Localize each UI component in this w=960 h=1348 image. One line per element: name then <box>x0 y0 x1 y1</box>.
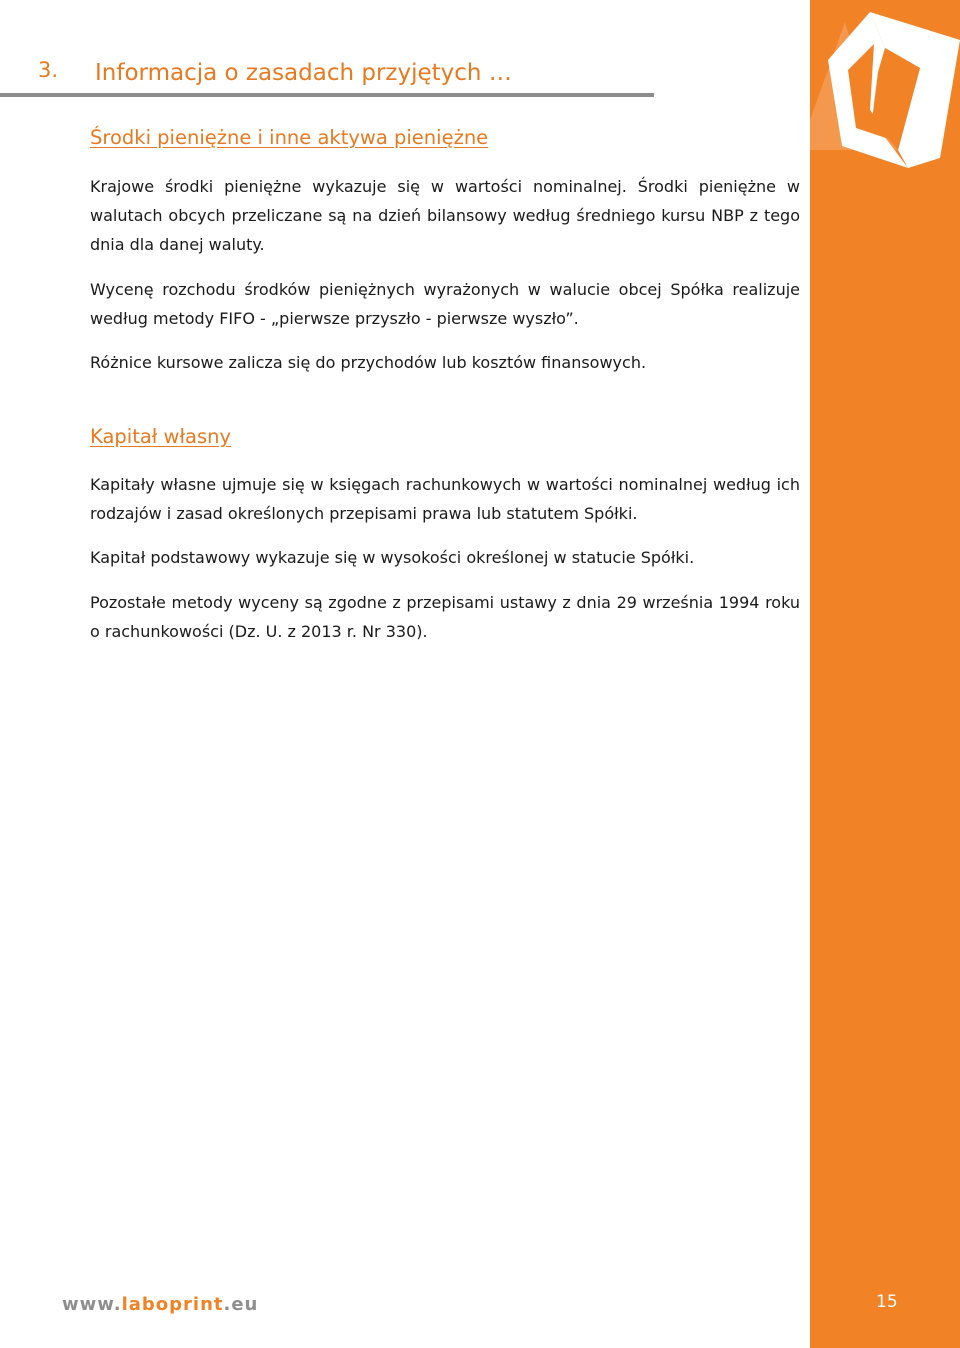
footer-url-suffix: .eu <box>223 1294 259 1315</box>
footer-url-brand: laboprint <box>121 1294 224 1315</box>
orange-sidebar <box>810 0 960 1348</box>
laboprint-logo-icon <box>810 0 960 170</box>
paragraph-equity: Kapitały własne ujmuje się w księgach rachunkowych w wartości nominalnej według ich rodzajów i zasad określonych przepisami prawa lub statutem Spółki. <box>90 475 800 523</box>
paragraph-fifo: Wycenę rozchodu środków pieniężnych wyrażonych w walucie obcej Spółka realizuje według metody FIFO - „pierwsze przyszło - pierwsze wyszło”. <box>90 280 800 328</box>
paragraph-share-capital: Kapitał podstawowy wykazuje się w wysokości określonej w statucie Spółki. <box>90 548 695 567</box>
page-number: 15 <box>876 1292 898 1312</box>
footer-website <box>62 1294 258 1315</box>
paragraph-cash-valuation: Krajowe środki pieniężne wykazuje się w wartości nominalnej. Środki pieniężne w walutach obcych przeliczane są na dzień bilansowy według średniego kursu NBP z tego dnia dla danej waluty. <box>90 177 800 254</box>
section-heading-equity: Kapitał własny <box>90 425 232 448</box>
chapter-number: 3. <box>38 58 59 82</box>
title-divider <box>0 93 654 97</box>
section-heading-cash: Środki pieniężne i inne aktywa pieniężne <box>90 126 489 149</box>
paragraph-other-methods: Pozostałe metody wyceny są zgodne z przepisami ustawy z dnia 29 września 1994 roku o rachunkowości (Dz. U. z 2013 r. Nr 330). <box>90 593 800 641</box>
footer-url-prefix: www. <box>62 1294 122 1315</box>
chapter-title: Informacja o zasadach przyjętych … <box>95 60 512 86</box>
paragraph-fx-differences: Różnice kursowe zalicza się do przychodów lub kosztów finansowych. <box>90 353 647 372</box>
